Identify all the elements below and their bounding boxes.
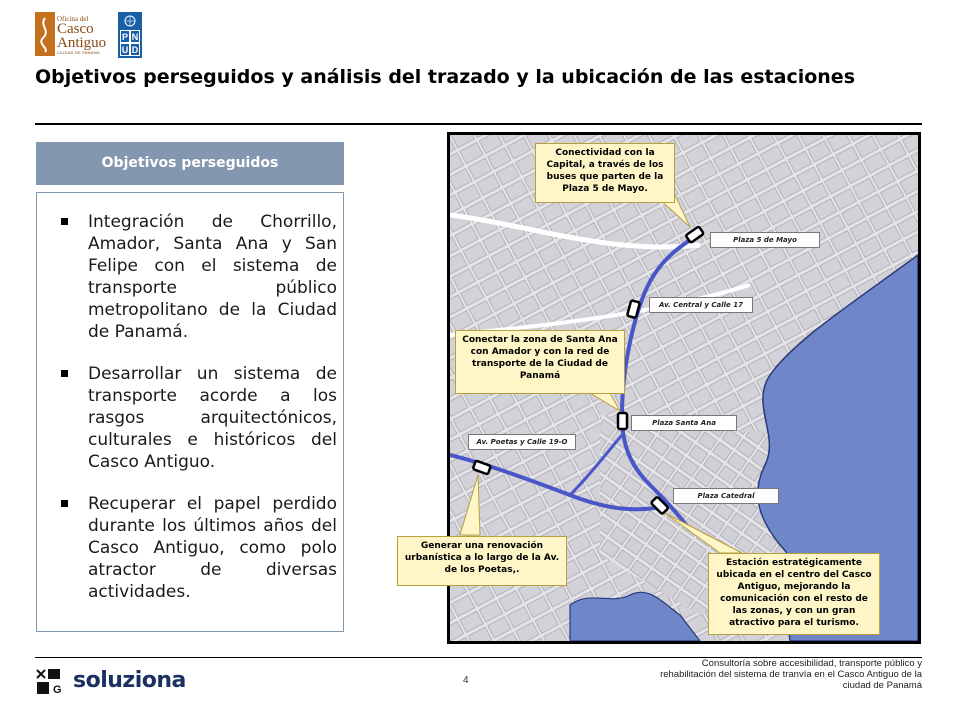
- station-label-plaza-catedral: Plaza Catedral: [673, 488, 779, 504]
- footer-note: Consultoría sobre accesibilidad, transporte público y rehabilitación del sistema de tranvía en el Casco Antiguo de la ciudad de Panamá: [660, 658, 922, 691]
- objectives-list: [61, 211, 337, 623]
- callout-av-poetas: Generar una renovación urbanística a lo largo de la Av. de los Poetas,.: [397, 536, 567, 586]
- station-label-plaza-5-de-mayo: Plaza 5 de Mayo: [710, 232, 820, 248]
- svg-text:G: G: [53, 684, 62, 696]
- objectives-header: Objetivos perseguidos: [36, 142, 344, 185]
- square-bullet-icon: [61, 370, 68, 377]
- station-label-av-poetas: Av. Poetas y Calle 19-O: [468, 434, 576, 450]
- page-title: Objetivos perseguidos y análisis del trazado y la ubicación de las estaciones: [35, 66, 856, 88]
- logo-casco-line2: [57, 22, 106, 50]
- undp-letter: U: [121, 45, 129, 55]
- undp-logo: [118, 12, 142, 58]
- objective-text: Desarrollar un sistema de transporte acorde a los rasgos arquitectónicos, culturales e históricos del Casco Antiguo.: [88, 364, 337, 472]
- square-bullet-icon: [61, 218, 68, 225]
- logo-casco-line1: Oficina del: [57, 15, 89, 23]
- logo-casco-word-casco: Casco: [57, 21, 94, 37]
- undp-letter: D: [131, 45, 139, 55]
- soluziona-wordmark: soluziona: [73, 668, 186, 693]
- square-bullet-icon: [61, 500, 68, 507]
- callout-plaza-catedral: Estación estratégicamente ubicada en el centro del Casco Antiguo, mejorando la comunicación con el resto de las zonas, y con un gran atractivo para el turismo.: [708, 553, 880, 635]
- soluziona-logo: [35, 666, 195, 696]
- title-divider: [35, 123, 922, 125]
- objective-item: [61, 211, 337, 343]
- undp-letter: N: [131, 32, 139, 42]
- logo-casco-word-antiguo: Antiguo: [57, 35, 107, 51]
- soluziona-mark-icon: [35, 666, 67, 696]
- objective-text: Recuperar el papel perdido durante los últimos años del Casco Antiguo, como polo atractor de diversas actividades.: [88, 494, 337, 602]
- page-number: 4: [463, 675, 469, 686]
- casco-antiguo-emblem-icon: [35, 12, 55, 56]
- objective-text: Integración de Chorrillo, Amador, Santa Ana y San Felipe con el sistema de transporte público metropolitano de la Ciudad de Panamá.: [88, 212, 337, 342]
- station-label-av-central: Av. Central y Calle 17: [649, 297, 753, 313]
- callout-conectividad: Conectividad con la Capital, a través de los buses que parten de la Plaza 5 de Mayo.: [535, 143, 675, 203]
- station-marker-plaza-santa-ana: [618, 413, 627, 429]
- objective-item: [61, 363, 337, 473]
- logo-casco-line4: CIUDAD DE PANAMÁ: [57, 50, 100, 55]
- station-label-plaza-santa-ana: Plaza Santa Ana: [631, 415, 737, 431]
- un-globe-icon: [122, 15, 138, 27]
- casco-antiguo-logo: [35, 12, 115, 57]
- callout-santa-ana: Conectar la zona de Santa Ana con Amador y con la red de transporte de la Ciudad de Panamá: [455, 330, 625, 394]
- undp-letter: P: [121, 32, 128, 42]
- objectives-box: [36, 192, 344, 632]
- objective-item: [61, 493, 337, 603]
